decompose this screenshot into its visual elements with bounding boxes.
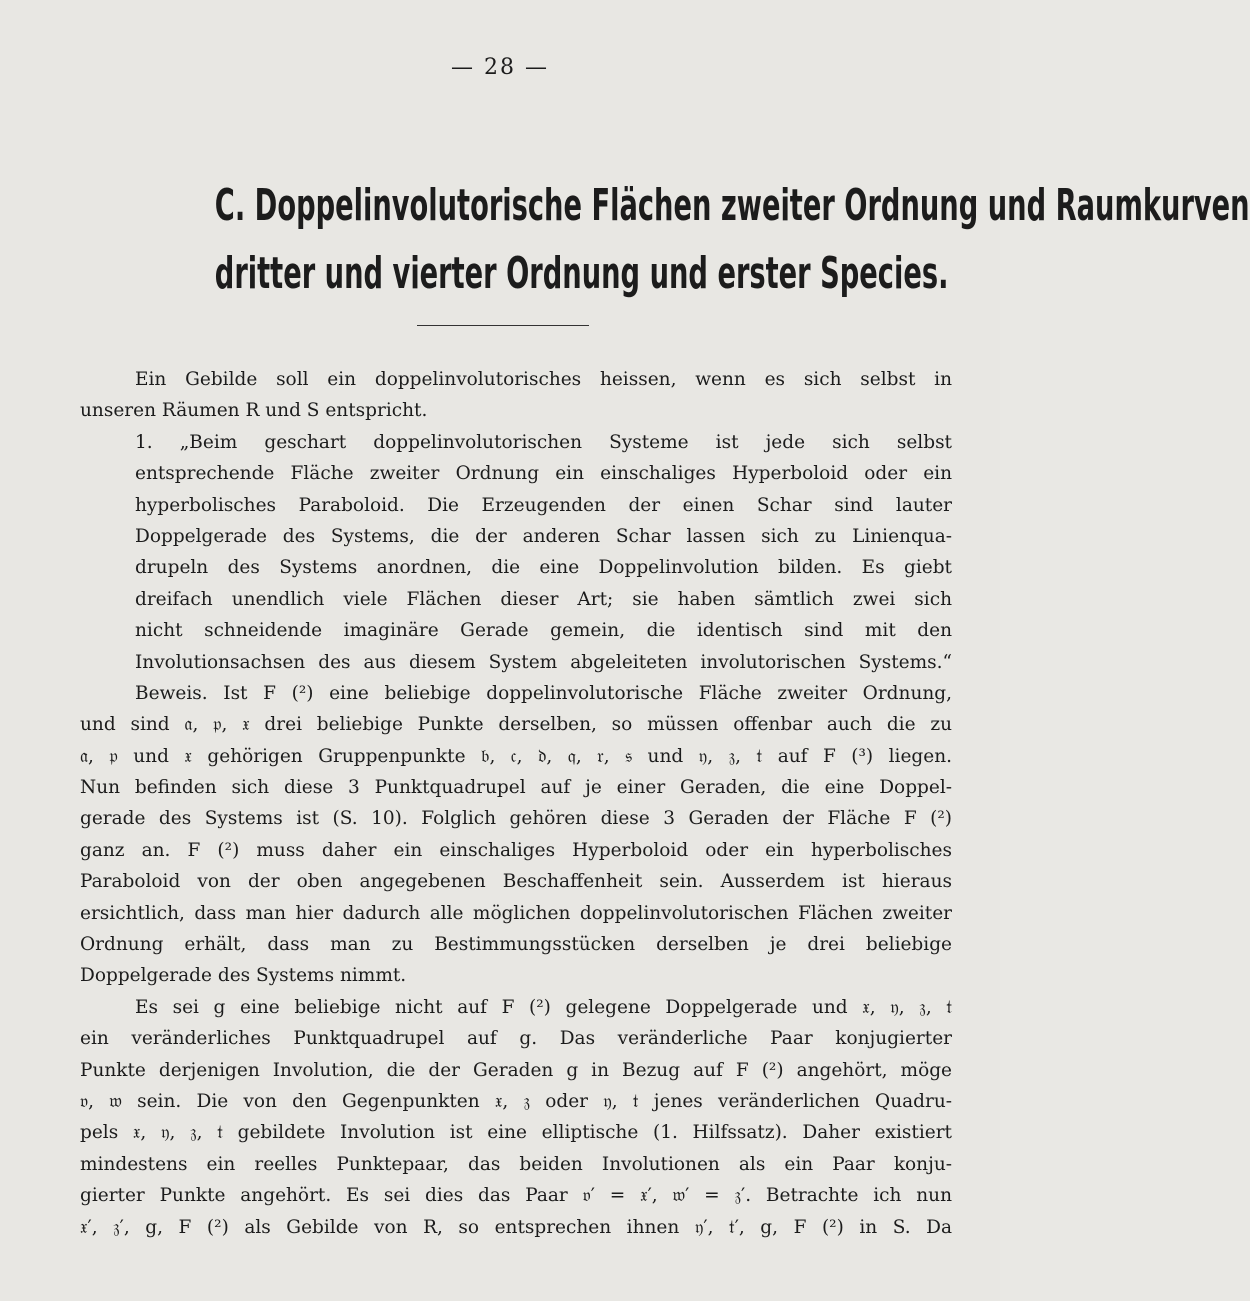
text-line: Paraboloid von der oben angegebenen Beschaffenheit sein. Ausserdem ist hieraus <box>80 871 952 893</box>
heading-divider <box>417 325 589 326</box>
text-line: mindestens ein reelles Punktepaar, das beiden Involutionen als ein Paar konju- <box>80 1153 952 1175</box>
text-line: 𝔳, 𝔴 sein. Die von den Gegenpunkten 𝔵, 𝔷 oder 𝔶, 𝔱 jenes veränderlichen Quadru- <box>80 1090 952 1112</box>
body-text <box>80 364 952 1243</box>
text-line: drupeln des Systems anordnen, die eine Doppelinvolution bilden. Es giebt <box>135 557 952 579</box>
heading-line-1: C. Doppelinvolutorische Flächen zweiter Ordnung und Raumkurven <box>214 180 1250 231</box>
text-line: ganz an. F (²) muss daher ein einschaliges Hyperboloid oder ein hyperbolisches <box>80 839 952 861</box>
text-line: hyperbolisches Paraboloid. Die Erzeugenden der einen Schar sind lauter <box>135 494 952 516</box>
text-line: Ein Gebilde soll ein doppelinvolutorisches heissen, wenn es sich selbst in <box>135 369 952 390</box>
text-line: gierter Punkte angehört. Es sei dies das Paar 𝔳′ = 𝔵′, 𝔴′ = 𝔷′. Betrachte ich nun <box>80 1185 952 1207</box>
text-line: 𝔞, 𝔭 und 𝔵 gehörigen Gruppenpunkte 𝔟, 𝔠, 𝔡, 𝔮, 𝔯, 𝔰 und 𝔶, 𝔷, 𝔱 auf F (³) liegen. <box>80 745 952 767</box>
text-line: dreifach unendlich viele Flächen dieser Art; sie haben sämtlich zwei sich <box>135 588 952 610</box>
text-line: Doppelgerade des Systems, die der anderen Schar lassen sich zu Linienqua- <box>135 525 952 547</box>
page-number: — 28 — <box>451 55 549 80</box>
text-line: ersichtlich, dass man hier dadurch alle möglichen doppelinvolutorischen Flächen zweiter <box>80 902 952 924</box>
text-line: Es sei g eine beliebige nicht auf F (²) gelegene Doppelgerade und 𝔵, 𝔶, 𝔷, 𝔱 <box>135 996 952 1018</box>
text-line: Punkte derjenigen Involution, die der Geraden g in Bezug auf F (²) angehört, möge <box>80 1059 952 1081</box>
text-line: Involutionsachsen des aus diesem System abgeleiteten involutorischen Systems.“ <box>135 651 952 673</box>
text-line: gerade des Systems ist (S. 10). Folglich gehören diese 3 Geraden der Fläche F (²) <box>80 808 952 830</box>
text-line: unseren Räumen R und S entspricht. <box>80 400 428 422</box>
text-line: entsprechende Fläche zweiter Ordnung ein einschaliges Hyperboloid oder ein <box>135 463 952 485</box>
text-line: nicht schneidende imaginäre Gerade gemein, die identisch sind mit den <box>135 620 952 642</box>
text-line: Beweis. Ist F (²) eine beliebige doppelinvolutorische Fläche zweiter Ordnung, <box>135 682 952 704</box>
heading-line-2: dritter und vierter Ordnung und erster Species. <box>214 248 949 299</box>
text-line: Nun befinden sich diese 3 Punktquadrupel auf je einer Geraden, die eine Doppel- <box>80 777 952 799</box>
text-line: 𝔵′, 𝔷′, g, F (²) als Gebilde von R, so entsprechen ihnen 𝔶′, 𝔱′, g, F (²) in S. Da <box>80 1216 952 1238</box>
text-line: 1. „Beim geschart doppelinvolutorischen Systeme ist jede sich selbst <box>135 431 952 453</box>
section-heading <box>214 172 1250 308</box>
text-line: pels 𝔵, 𝔶, 𝔷, 𝔱 gebildete Involution ist eine elliptische (1. Hilfssatz). Daher existiert <box>80 1122 952 1144</box>
text-line: Doppelgerade des Systems nimmt. <box>80 965 407 987</box>
text-line: und sind 𝔞, 𝔭, 𝔵 drei beliebige Punkte derselben, so müssen offenbar auch die zu <box>80 714 952 736</box>
text-line: Ordnung erhält, dass man zu Bestimmungsstücken derselben je drei beliebige <box>80 934 952 956</box>
text-line: ein veränderliches Punktquadrupel auf g. Das veränderliche Paar konjugierter <box>80 1028 952 1050</box>
